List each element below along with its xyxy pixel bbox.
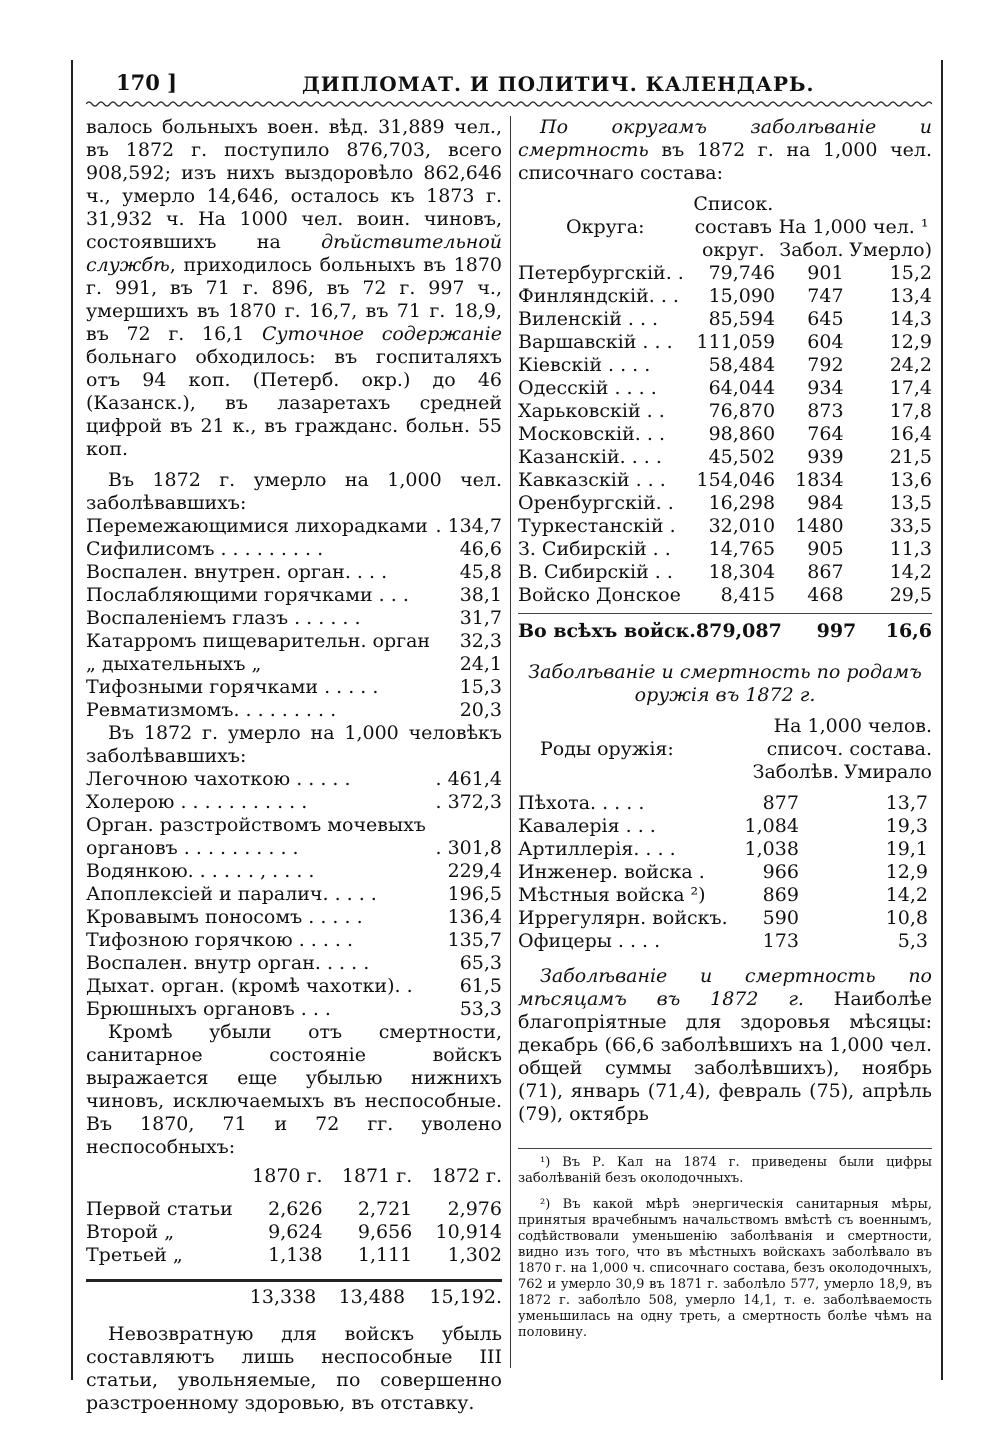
mortality-row: [86, 860, 502, 883]
discharge-row: Третьей „ 1,138 1,111 1,302: [86, 1244, 502, 1266]
mortality-value: 31,7: [459, 607, 502, 629]
mortality-row: [86, 837, 502, 860]
district-row: [518, 492, 932, 515]
district-sick: 873: [807, 400, 844, 422]
arms-died: 14,2: [885, 884, 928, 906]
mortality-list-2: [86, 768, 502, 1021]
arms-sick: 877: [762, 792, 799, 814]
district-died: 17,4: [889, 377, 932, 399]
mortality-value: 135,7: [447, 929, 502, 951]
mortality-value: 196,5: [447, 883, 502, 905]
discharge-table: [86, 1165, 502, 1267]
arms-name: Инженер. войска .: [518, 861, 705, 883]
discharge-total-row: 13,338 13,488 15,192.: [249, 1286, 502, 1308]
arms-sick: 869: [762, 884, 799, 906]
mortality-cause: Кровавымъ поносомъ . . . . .: [86, 906, 363, 928]
district-row: [518, 469, 932, 492]
mortality-cause: Катарромъ пищеварительн. орган: [86, 630, 431, 652]
district-row: [518, 515, 932, 538]
district-name: Виленскій . . .: [518, 308, 659, 330]
districts-rule: [518, 613, 932, 614]
district-name: Петербургскій. .: [518, 262, 684, 284]
district-died: 14,3: [889, 308, 932, 330]
district-name: Казанскій. . . .: [518, 446, 662, 468]
wavy-header-rule: [86, 100, 932, 108]
footnote-1: ¹) Въ Р. Кал на 1874 г. приведены были цифры заболѣваній безъ околодочныхъ.: [518, 1155, 932, 1186]
mortality-cause: Воспален. внутр орган. . . . .: [86, 952, 370, 974]
district-sick: 764: [807, 423, 844, 445]
mortality-value: 45,8: [459, 561, 502, 583]
district-row: [518, 400, 932, 423]
mortality-value: 46,6: [459, 538, 502, 560]
mortality-cause: Послабляющими горячками . . .: [86, 584, 409, 606]
discharge-row: Второй „ 9,624 9,656 10,914: [86, 1221, 502, 1243]
district-died: 14,2: [889, 561, 932, 583]
district-name: З. Сибирскій . .: [518, 538, 671, 560]
mortality-cause: Апоплексіей и паралич. . . . .: [86, 883, 377, 905]
intro-paragraph: валось больныхъ воен. вѣд. 31,889 чел., въ 1872 г. поступило 876,703, всего 908,592; изъ нихъ выздоровѣло 862,646 ч., умерло 14,646, осталось къ 1873 г. 31,932 ч. На 1000 чел. воин. чиновъ, состоявшихъ на дѣйствительной службѣ, приходилось больныхъ въ 1870 г. 991, въ 71 г. 896, въ 72 г. 997 ч., умершихъ въ 1870 г. 16,7, въ 71 г. 18,9, въ 72 г. 16,1 Суточное содержаніе больнаго обходилось: въ госпиталяхъ отъ 94 коп. (Петерб. окр.) до 46 (Казанск.), въ лазаретахъ средней цифрой въ 21 к., въ гражданс. больн. 55 коп.: [86, 116, 502, 460]
arms-row: [518, 792, 932, 815]
district-died: 13,4: [889, 285, 932, 307]
arms-name: Мѣстныя войска ²): [518, 884, 706, 906]
page-number: 170 ]: [116, 70, 178, 95]
district-sick: 934: [807, 377, 844, 399]
mortality-row: [86, 699, 502, 722]
district-died: 16,4: [889, 423, 932, 445]
district-roster: 58,484: [708, 354, 776, 376]
mortality-row: [86, 975, 502, 998]
arms-row: [518, 884, 932, 907]
mortality-value: 20,3: [459, 699, 502, 721]
district-name: Войско Донское: [518, 584, 681, 606]
mortality-row: [86, 768, 502, 791]
district-died: 17,8: [889, 400, 932, 422]
discharge-header: 1870 г.: [252, 1165, 323, 1187]
district-roster: 98,860: [708, 423, 776, 445]
districts-table: Округа: Список. составъ На 1,000 чел. ¹ округ. Забол. Умерло) Петербургскій. . 79,746 901 15,2 Финляндскій. . . 15,090 747 13,4 Виленскій . . . 85,594 645 14,3 Варшавскій . . . 111,059 604 12,9 Кіевскій . . . . 58,484 792 24,2 Одесскій . . . . 64,044 934 17,4 Харьковскій . . 76,870 873 17,8 Московскій. . . 98,860 764 16,4 Казанскій. . . . 45,502 939 21,5 Кавказскій . . . 154,046 1834 13,6 Оренбургскій. . 16,298 984 13,5 Туркестанскій . 32,010 1480 33,5 З. Сибирскій . . 14,765 905 11,3 В. Сибирскій . . 18,304 867 14,2 Войско Донское 8,415 468 29,5: [518, 193, 932, 606]
district-row: [518, 423, 932, 446]
mortality-cause: органовъ . . . . . . . . . .: [86, 837, 299, 859]
district-name: Варшавскій . . .: [518, 331, 673, 353]
district-row: [518, 538, 932, 561]
arms-sick: 1,038: [744, 838, 799, 860]
mortality-cause: Ревматизмомъ. . . . . . . . .: [86, 699, 337, 721]
mortality-cause: Водянкою. . . . . . , . . . .: [86, 860, 315, 882]
mortality-cause: Тифозною горячкою . . . . .: [86, 929, 354, 951]
arms-row: [518, 930, 932, 953]
discharge-totals: [86, 1286, 502, 1309]
mortality-row: [86, 561, 502, 584]
district-roster: 15,090: [708, 285, 776, 307]
district-name: Харьковскій . .: [518, 400, 665, 422]
arms-row: [518, 815, 932, 838]
discharge-header: 1872 г.: [431, 1165, 502, 1187]
mortality-row: [86, 515, 502, 538]
district-died: 13,6: [889, 469, 932, 491]
district-row: [518, 262, 932, 285]
arms-sick: 1,084: [744, 815, 799, 837]
district-sick: 468: [807, 584, 844, 606]
arms-sick: 966: [762, 861, 799, 883]
mortality-row: [86, 883, 502, 906]
arms-name: Иррегулярн. войскъ.: [518, 907, 728, 929]
footnote-rule: [518, 1148, 932, 1149]
districts-total-row: Во всѣхъ войск. 879,087 997 16,6: [518, 620, 932, 642]
district-sick: 1834: [795, 469, 844, 491]
arms-name: Артиллерія. . . .: [518, 838, 676, 860]
totals-rule: [86, 1279, 502, 1282]
mortality-value: 61,5: [459, 975, 502, 997]
months-paragraph: Заболѣваніе и смертность по мѣсяцамъ въ 1872 г. Наиболѣе благопріятные для здоровья мѣсяцы: декабрь (66,6 заболѣвшихъ на 1,000 чел. общей суммы заболѣвшихъ), ноябрь (71), январь (71,4), февраль (75), апрѣль (79), октябрь: [518, 965, 933, 1125]
left-frame-rule: [71, 60, 73, 1380]
district-row: [518, 584, 932, 607]
district-row: [518, 354, 932, 377]
district-sick: 867: [807, 561, 844, 583]
mortality-value: 53,3: [459, 998, 502, 1020]
discharge-header: 1871 г.: [341, 1165, 413, 1187]
mortality-row: [86, 607, 502, 630]
district-roster: 14,765: [708, 538, 776, 560]
mortality-cause: Воспален. внутрен. орган. . . .: [86, 561, 388, 583]
mortality-value: 32,3: [459, 630, 502, 652]
mortality-value: 15,3: [459, 676, 502, 698]
mortality-row: [86, 814, 502, 837]
mortality-row: [86, 791, 502, 814]
died-intro-2: Въ 1872 г. умерло на 1,000 человѣкъ заболѣвавшихъ:: [86, 722, 502, 767]
district-roster: 76,870: [708, 400, 776, 422]
mortality-cause: Легочною чахоткою . . . . .: [86, 768, 351, 790]
arms-sick: 173: [762, 930, 799, 952]
district-sick: 1480: [795, 515, 844, 537]
arms-name: Пѣхота. . . . .: [518, 792, 645, 814]
arms-name: Кавалерія . . .: [518, 815, 656, 837]
districts-head-label: Округа:: [566, 216, 645, 238]
mortality-row: [86, 676, 502, 699]
districts-head-row: Округа: Список.: [518, 193, 932, 216]
arms-died: 13,7: [885, 792, 928, 814]
arms-row: [518, 861, 932, 884]
left-column: [86, 116, 502, 1415]
district-died: 11,3: [889, 538, 932, 560]
mortality-value: 38,1: [459, 584, 502, 606]
mortality-row: [86, 906, 502, 929]
mortality-cause: Воспаленіемъ глазъ . . . . . .: [86, 607, 361, 629]
mortality-value: . 372,3: [435, 791, 502, 813]
mortality-cause: Холерою . . . . . . . . . . .: [86, 791, 308, 813]
mortality-row: [86, 998, 502, 1021]
mortality-cause: Сифилисомъ . . . . . . . . .: [86, 538, 324, 560]
mortality-cause: „ дыхательныхъ „: [86, 653, 262, 675]
district-sick: 645: [807, 308, 844, 330]
discharge-header-row: [86, 1165, 502, 1188]
district-name: Кіевскій . . . .: [518, 354, 651, 376]
district-row: [518, 308, 932, 331]
arms-died: 12,9: [885, 861, 928, 883]
column-divider: [510, 116, 511, 1368]
district-name: Одесскій . . . .: [518, 377, 657, 399]
mortality-cause: Перемежающимися лихорадками: [86, 515, 428, 537]
district-sick: 604: [807, 331, 844, 353]
closing-paragraph: Невозвратную для войскъ убыль составляютъ лишь неспособные III статьи, увольняемые, по совершенно разстроенному здоровью, въ отставку.: [86, 1323, 502, 1414]
mortality-value: 229,4: [447, 860, 502, 882]
arms-heading: Заболѣваніе и смертность по родамъ оружія въ 1872 г.: [528, 661, 922, 706]
districts-heading: По округамъ заболѣваніе и смертность въ 1872 г. на 1,000 чел. списочнаго состава:: [518, 116, 932, 184]
district-sick: 984: [807, 492, 844, 514]
district-row: [518, 331, 932, 354]
district-roster: 45,502: [708, 446, 776, 468]
mortality-row: [86, 538, 502, 561]
mortality-value: 136,4: [447, 906, 502, 928]
district-sick: 747: [807, 285, 844, 307]
district-roster: 32,010: [708, 515, 776, 537]
discharge-paragraph: Кромѣ убыли отъ смертности, санитарное состояніе войскъ выражается еще убылью нижнихъ чиновъ, исключаемыхъ въ неспособные. Въ 1870, 71 и 72 гг. уволено неспособныхъ:: [86, 1021, 502, 1158]
district-roster: 64,044: [708, 377, 776, 399]
district-sick: 792: [807, 354, 844, 376]
district-died: 33,5: [889, 515, 932, 537]
district-roster: 85,594: [708, 308, 776, 330]
running-title: ДИПЛОМАТ. И ПОЛИТИЧ. КАЛЕНДАРЬ.: [302, 72, 815, 96]
district-name: В. Сибирскій . .: [518, 561, 673, 583]
right-column: [518, 116, 932, 1341]
mortality-row: [86, 630, 502, 653]
district-roster: 154,046: [696, 469, 776, 491]
discharge-row: Первой статьи 2,626 2,721 2,976: [86, 1198, 502, 1220]
district-died: 24,2: [889, 354, 932, 376]
district-roster: 79,746: [708, 262, 776, 284]
mortality-cause: Орган. разстройствомъ мочевыхъ: [86, 814, 426, 836]
mortality-row: [86, 929, 502, 952]
mortality-value: 24,1: [459, 653, 502, 675]
mortality-row: [86, 584, 502, 607]
arms-row: [518, 907, 932, 930]
died-intro: Въ 1872 г. умерло на 1,000 чел. заболѣвавшихъ:: [86, 469, 502, 514]
district-roster: 111,059: [696, 331, 776, 353]
arms-died: 19,1: [885, 838, 928, 860]
arms-sick: 590: [762, 907, 799, 929]
mortality-cause: Брюшныхъ органовъ . . .: [86, 998, 331, 1020]
district-died: 15,2: [889, 262, 932, 284]
district-sick: 905: [807, 538, 844, 560]
district-row: [518, 446, 932, 469]
district-name: Оренбургскій. .: [518, 492, 674, 514]
district-row: [518, 285, 932, 308]
arms-name: Офицеры . . . .: [518, 930, 661, 952]
district-name: Московскій. . .: [518, 423, 665, 445]
arms-row: [518, 838, 932, 861]
district-row: [518, 377, 932, 400]
district-row: [518, 561, 932, 584]
district-died: 12,9: [889, 331, 932, 353]
mortality-value: . 301,8: [435, 837, 502, 859]
page-header: [80, 66, 930, 100]
footnote-2: ²) Въ какой мѣрѣ энергическія санитарныя мѣры, принятыя врачебнымъ начальствомъ вмѣстѣ съ военнымъ, содѣйствовали уменьшенію заболѣванія и смертности, видно изъ того, что въ мѣстныхъ войскахъ заболѣвало въ 1870 г. на 1,000 ч. списочнаго состава, безъ околодочныхъ, 762 и умерло 30,9 въ 1871 г. заболѣло 577, умерло 18,9, въ 1872 г. заболѣло 508, умерло 14,1, т. е. заболѣваемость уменьшилась на одну треть, а смертность болѣе чѣмъ на половину.: [518, 1197, 932, 1340]
mortality-value: . 461,4: [435, 768, 502, 790]
arms-died: 10,8: [885, 907, 928, 929]
arms-died: 5,3: [897, 930, 928, 952]
district-died: 21,5: [889, 446, 932, 468]
arms-died: 19,3: [885, 815, 928, 837]
mortality-cause: Дыхат. орган. (кромѣ чахотки). .: [86, 975, 413, 997]
right-frame-rule: [941, 60, 943, 1380]
district-roster: 8,415: [720, 584, 776, 606]
district-sick: 901: [807, 262, 844, 284]
mortality-list-1: [86, 515, 502, 722]
mortality-row: [86, 952, 502, 975]
district-died: 29,5: [889, 584, 932, 606]
district-roster: 18,304: [708, 561, 776, 583]
district-name: Финляндскій. . .: [518, 285, 679, 307]
district-roster: 16,298: [708, 492, 776, 514]
district-died: 13,5: [889, 492, 932, 514]
district-name: Кавказскій . . .: [518, 469, 666, 491]
district-sick: 939: [807, 446, 844, 468]
arms-table: На 1,000 челов. Роды оружія: списоч. состава. Заболѣв. Умирало Пѣхота. . . . . 877 13,7 Кавалерія . . . 1,084 19,3 Артиллерія. . . . 1,038 19,1 Инженер. войска . 966 12,9 Мѣстныя войска ²) 869 14,2 Иррегулярн. войскъ. 590 10,8 Офицеры . . . . 173 5,3: [518, 715, 932, 952]
district-name: Туркестанскій .: [518, 515, 676, 537]
districts-total: [518, 620, 932, 643]
mortality-value: 65,3: [459, 952, 502, 974]
mortality-cause: Тифозными горячками . . . . .: [86, 676, 379, 698]
mortality-row: [86, 653, 502, 676]
mortality-value: . 134,7: [435, 515, 502, 537]
